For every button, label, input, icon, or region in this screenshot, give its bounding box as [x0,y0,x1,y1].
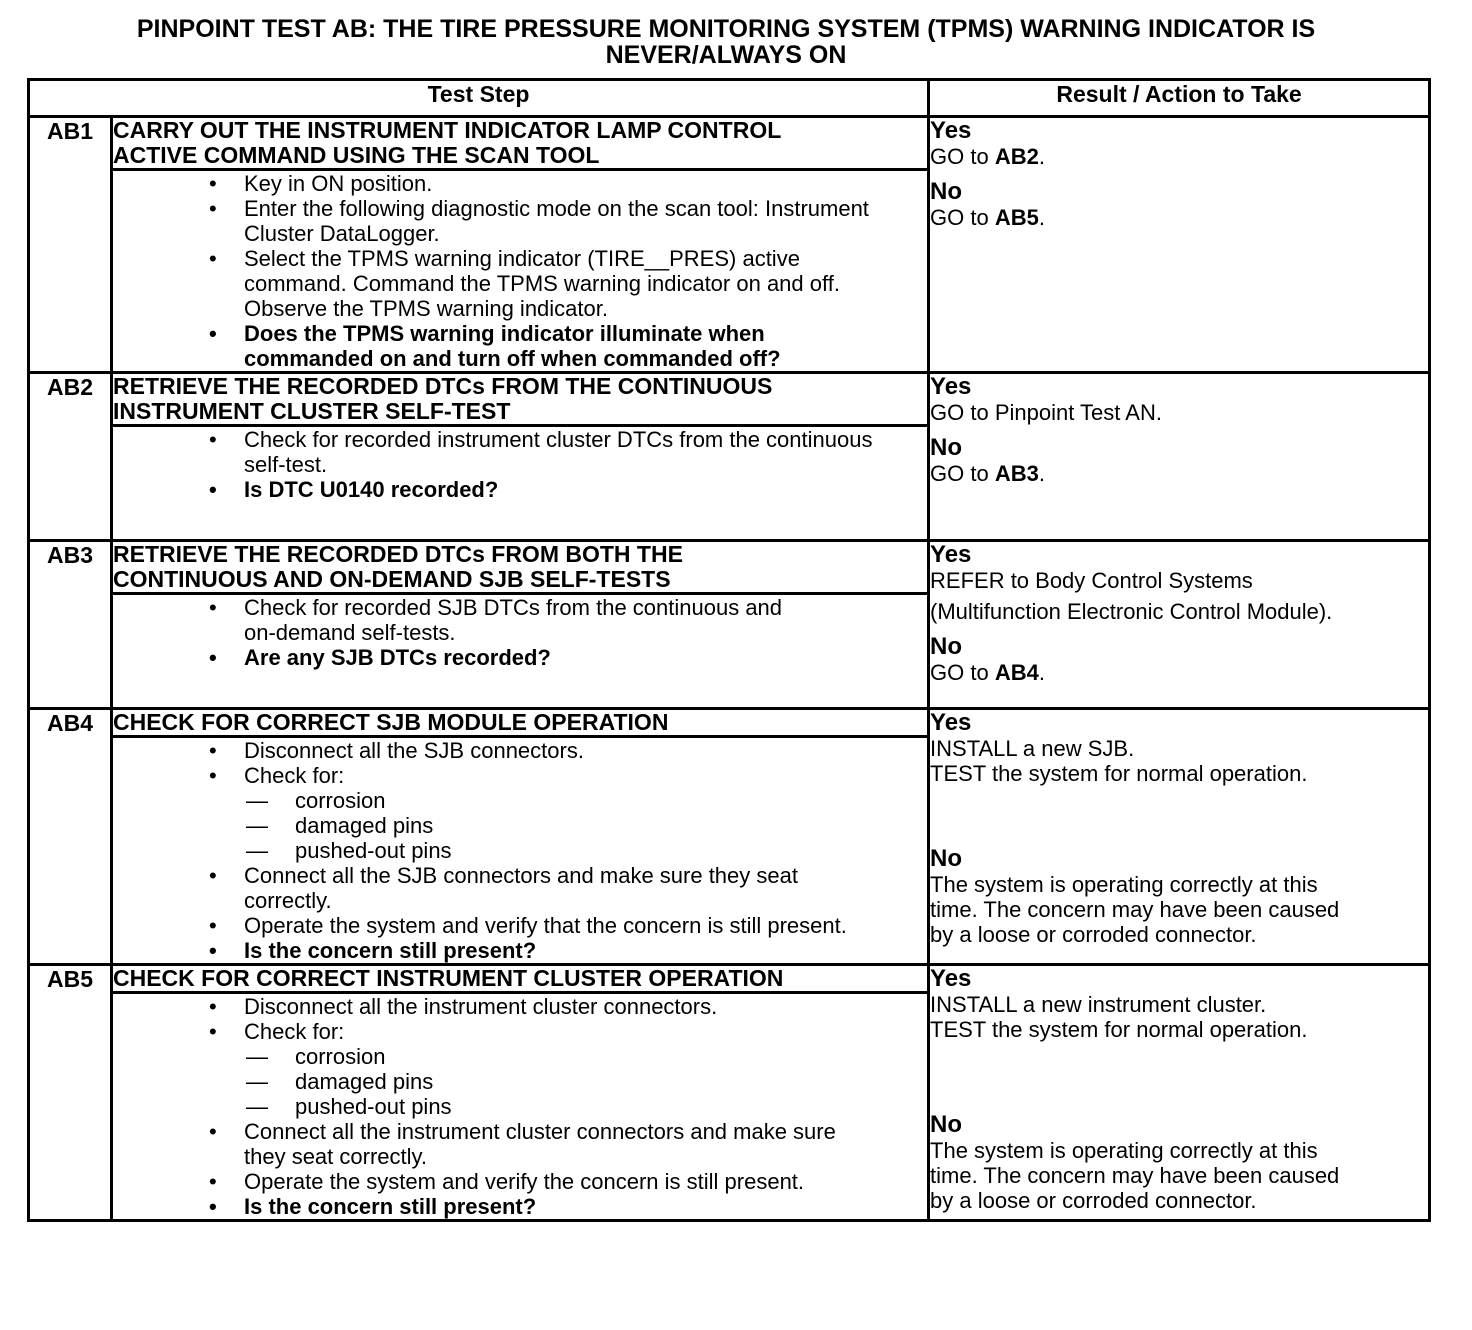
step-title-line: RETRIEVE THE RECORDED DTCs FROM BOTH THE [113,541,683,567]
step-title-line: RETRIEVE THE RECORDED DTCs FROM THE CONTINUOUS [113,373,773,399]
question-item: • Is the concern still present? [113,938,927,963]
result-cell [929,965,1430,1221]
step-link: AB4 [994,660,1039,685]
sub-item: — pushed-out pins [113,838,927,863]
step-id: AB3 [29,541,112,709]
yes-label: Yes [930,373,972,400]
step-link: AB2 [994,144,1039,169]
step-id: AB1 [29,117,112,373]
header-test-step: Test Step [29,80,929,117]
no-action [930,205,1428,230]
action-prefix: GO to [930,144,995,169]
action-prefix: GO to [930,461,995,486]
result-cell [929,709,1430,965]
sub-item: — pushed-out pins [113,1094,927,1119]
yes-action-line: (Multifunction Electronic Control Module). [930,599,1333,624]
no-action-line: time. The concern may have been caused [930,897,1340,922]
step-title-line: INSTRUMENT CLUSTER SELF-TEST [113,398,511,424]
step-instructions [112,594,929,709]
step-row-ab2 [29,373,1430,426]
action-suffix: . [1038,660,1045,685]
step-row-ab3 [29,541,1430,594]
bullet-item: • Check for recorded instrument cluster DTCs from the continuous [113,427,927,452]
no-label: No [930,633,963,660]
no-label: No [930,845,963,872]
step-instructions [112,170,929,373]
result-cell [929,541,1430,709]
yes-label: Yes [930,709,972,736]
bullet-item: • Connect all the instrument cluster connectors and make sure [113,1119,927,1144]
header-result: Result / Action to Take [929,80,1430,117]
no-action-line: The system is operating correctly at this [930,872,1318,897]
bullet-continuation: on-demand self-tests. [244,620,456,645]
bullet-continuation: correctly. [244,888,332,913]
step-link: AB5 [994,205,1039,230]
yes-label: Yes [930,541,972,568]
bullet-item: • Check for recorded SJB DTCs from the continuous and [113,595,927,620]
yes-label: Yes [930,965,972,992]
yes-action-line: INSTALL a new instrument cluster. [930,992,1267,1017]
bullet-item: • Disconnect all the instrument cluster connectors. [113,994,927,1019]
action-suffix: . [1038,205,1045,230]
action-prefix: GO to [930,205,995,230]
sub-item: — corrosion [113,788,927,813]
page-title [20,16,1432,68]
step-id: AB2 [29,373,112,541]
title-line-1: PINPOINT TEST AB: THE TIRE PRESSURE MONITORING SYSTEM (TPMS) WARNING INDICATOR IS [136,15,1316,43]
step-link: AB3 [994,461,1039,486]
sub-item: — damaged pins [113,1069,927,1094]
question-item: • Are any SJB DTCs recorded? [113,645,927,670]
question-item: • Is DTC U0140 recorded? [113,477,927,502]
yes-action-line: REFER to Body Control Systems [930,568,1253,593]
bullet-continuation: they seat correctly. [244,1144,427,1169]
step-title-line: CHECK FOR CORRECT SJB MODULE OPERATION [113,709,669,735]
step-id: AB5 [29,965,112,1221]
title-line-2: NEVER/ALWAYS ON [605,41,847,69]
sub-item: — corrosion [113,1044,927,1069]
step-title [112,373,929,426]
question-item: • Is the concern still present? [113,1194,927,1219]
no-action-line: by a loose or corroded connector. [930,1188,1257,1213]
step-title [112,541,929,594]
bullet-continuation: command. Command the TPMS warning indicator on and off. [244,271,840,296]
bullet-item: • Disconnect all the SJB connectors. [113,738,927,763]
bullet-item: • Enter the following diagnostic mode on the scan tool: Instrument [113,196,927,221]
no-label: No [930,1111,963,1138]
bullet-item: • Select the TPMS warning indicator (TIRE__PRES) active [113,246,927,271]
no-action-line: time. The concern may have been caused [930,1163,1340,1188]
no-action-line: by a loose or corroded connector. [930,922,1257,947]
step-row-ab1 [29,117,1430,170]
yes-action-line: TEST the system for normal operation. [930,1017,1308,1042]
no-action-line: The system is operating correctly at this [930,1138,1318,1163]
step-title [112,709,929,737]
step-instructions [112,993,929,1221]
step-title-line: ACTIVE COMMAND USING THE SCAN TOOL [113,142,600,168]
step-row-ab5 [29,965,1430,993]
no-label: No [930,178,963,205]
step-title [112,965,929,993]
question-continuation: commanded on and turn off when commanded off? [244,346,781,371]
yes-action-line: INSTALL a new SJB. [930,736,1135,761]
no-action [930,461,1428,486]
action-suffix: . [1038,461,1045,486]
step-id: AB4 [29,709,112,965]
bullet-item: • Connect all the SJB connectors and make sure they seat [113,863,927,888]
bullet-continuation: Cluster DataLogger. [244,221,440,246]
bullet-item: • Check for: [113,1019,927,1044]
result-cell [929,117,1430,373]
bullet-item: • Operate the system and verify the concern is still present. [113,1169,927,1194]
action-suffix: . [1038,144,1045,169]
action-prefix: GO to [930,660,995,685]
result-cell [929,373,1430,541]
bullet-continuation: Observe the TPMS warning indicator. [244,296,608,321]
yes-action: GO to Pinpoint Test AN. [930,400,1162,425]
bullet-item: • Operate the system and verify that the concern is still present. [113,913,927,938]
no-action [930,660,1428,685]
no-label: No [930,434,963,461]
step-instructions [112,737,929,965]
yes-action [930,144,1428,169]
bullet-item: • Check for: [113,763,927,788]
sub-item: — damaged pins [113,813,927,838]
step-title [112,117,929,170]
yes-label: Yes [930,117,972,144]
step-title-line: CHECK FOR CORRECT INSTRUMENT CLUSTER OPERATION [113,965,784,991]
pinpoint-test-table [27,78,1431,1222]
step-row-ab4 [29,709,1430,737]
bullet-item: • Key in ON position. [113,171,927,196]
step-title-line: CONTINUOUS AND ON-DEMAND SJB SELF-TESTS [113,566,671,592]
question-item: • Does the TPMS warning indicator illuminate when [113,321,927,346]
step-instructions [112,426,929,541]
step-title-line: CARRY OUT THE INSTRUMENT INDICATOR LAMP CONTROL [113,117,782,143]
yes-action-line: TEST the system for normal operation. [930,761,1308,786]
bullet-continuation: self-test. [244,452,328,477]
